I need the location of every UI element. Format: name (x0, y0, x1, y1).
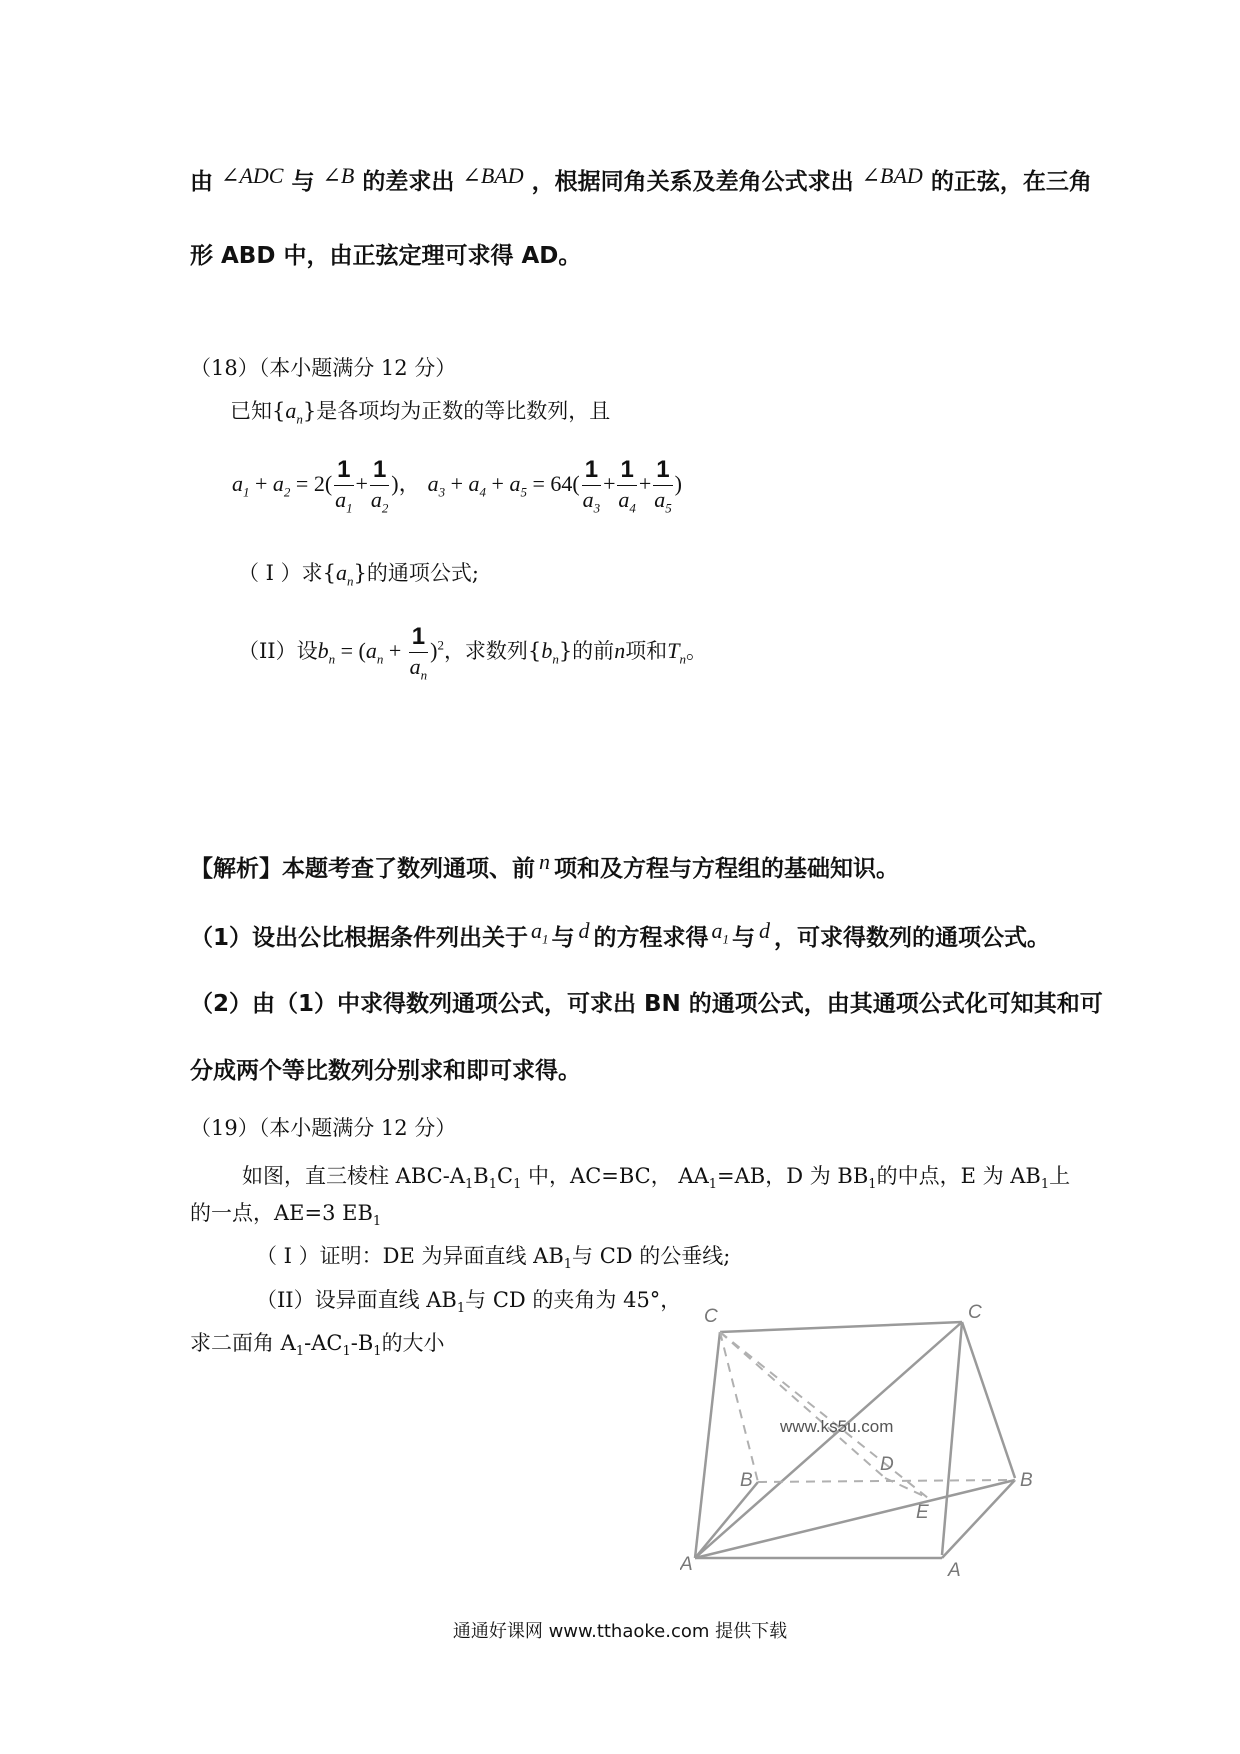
q19-part1: （ I ）证明：DE 为异面直线 $AB_1$与 CD 的公垂线; (256, 1244, 731, 1273)
text: 项和及方程与方程组的基础知识。 (554, 856, 899, 882)
fraction: $\frac{1}{a_3}$ (582, 456, 601, 516)
text: 与 (551, 925, 575, 951)
math-angle-bad: ∠BAD (861, 163, 923, 188)
math-d: d (578, 918, 590, 943)
edge-c-b1 (962, 1322, 1015, 1478)
math-var: $T_n$ (667, 637, 686, 667)
math-a1: $a_1$ (531, 918, 549, 947)
label-e: E (916, 1502, 929, 1523)
edge-c1-c (720, 1322, 962, 1332)
page-footer: 通通好课网 www.tthaoke.com 提供下载 (452, 1621, 788, 1642)
analysis18-line1 (190, 850, 899, 883)
q19-line1: 如图，直三棱柱 ABC-$A_1B_1C_1$ 中，AC=BC， $AA_1=AB$，D 为 $BB_1$的中点，E 为 $AB_1$上 (242, 1164, 1071, 1193)
q18-part1 (238, 557, 479, 589)
math-n: n (614, 637, 626, 663)
text: （ I ）求{ (238, 561, 337, 585)
label-c1: C (704, 1306, 718, 1327)
math-angle-bad: ∠BAD (462, 163, 524, 188)
fraction: $\frac{1}{a_2}$ (370, 456, 389, 516)
edge-b-b1 (758, 1480, 1015, 1482)
edge-c1-b (720, 1332, 758, 1482)
text: ，求数列{ (443, 638, 542, 663)
q18-formula: $a_1 + a_2 = 2$( $\frac{1}{a_1}$ + $\frac{1}{a_2}$ )， $a_3 + a_4 + a_5 = 64$( $\frac{1}{a_3}$ + $\frac{1}{a_4}$ + $\frac{1}{a_5}$ ) (232, 456, 682, 516)
edge-c1-d (720, 1332, 885, 1478)
edge-c1-a (695, 1332, 720, 1558)
text: }是各项均为正数的等比数列，且 (302, 399, 611, 423)
text: 【解析】本题考查了数列通项、前 (190, 856, 535, 882)
analysis17-line2: 形 ABD 中，由正弦定理可求得 AD。 (190, 243, 582, 269)
math-n: n (539, 849, 550, 874)
label-b1: B (1020, 1470, 1033, 1491)
text: 项和 (625, 638, 668, 663)
text: 的差求出 (362, 169, 455, 195)
text: ，可求得数列的通项公式。 (774, 925, 1051, 951)
edge-a-b (695, 1482, 758, 1558)
text: 由 (190, 169, 213, 195)
text: 的方程求得 (593, 925, 709, 951)
label-b: B (740, 1470, 753, 1491)
edge-c-a1 (942, 1322, 962, 1555)
math-b-n: $b_n = (a_n$ + $\frac{1}{a_n}$ )$^2$ (317, 623, 444, 683)
q18-header: （18）（本小题满分 12 分） (190, 356, 457, 380)
analysis17-line1 (190, 163, 1092, 196)
text: ，根据同角关系及差角公式求出 (531, 169, 854, 195)
math-a1: $a_1$ (711, 918, 730, 947)
math-angle-adc: ∠ADC (221, 163, 284, 188)
math-var: $b_n$ (541, 637, 559, 667)
label-a: A (680, 1554, 693, 1575)
text: 与 (291, 169, 315, 195)
q18-part2 (238, 622, 707, 684)
edge-a-b1 (695, 1480, 1015, 1558)
q19-header: （19）（本小题满分 12 分） (190, 1116, 457, 1140)
text: 的正弦，在三角 (930, 169, 1092, 195)
text: 。 (685, 638, 707, 663)
analysis18-line3: （2）由（1）中求得数列通项公式，可求出 BN 的通项公式，由其通项公式化可知其和可 (190, 991, 1103, 1017)
text: 与 (732, 925, 756, 951)
edge-a1-b1 (942, 1480, 1015, 1558)
fraction: $\frac{1}{a_4}$ (618, 456, 636, 516)
label-d: D (880, 1454, 894, 1475)
text: （II）设 (238, 638, 318, 663)
q19-line2: 的一点，AE=3 $EB_1$ (190, 1201, 382, 1230)
math-angle-b: ∠B (322, 163, 355, 188)
fraction: $\frac{1}{a_5}$ (654, 456, 672, 516)
analysis18-line4: 分成两个等比数列分别求和即可求得。 (190, 1058, 581, 1084)
label-a1: A (948, 1560, 961, 1581)
analysis18-line2 (190, 919, 1050, 954)
text: （1）设出公比根据条件列出关于 (190, 925, 529, 951)
fraction: $\frac{1}{a_n}$ (409, 623, 428, 683)
q18-intro (230, 395, 610, 427)
fraction: $\frac{1}{a_1}$ (335, 456, 353, 516)
math-d: d (759, 918, 771, 943)
math-var: $a_n$ (336, 560, 354, 589)
text: }的通项公式; (353, 561, 479, 585)
prism-figure (680, 1300, 1050, 1590)
q19-part2: （II）设异面直线 $AB_1$与 CD 的夹角为 45°， (256, 1288, 682, 1317)
figure-watermark: www.ks5u.com (780, 1417, 894, 1436)
text: }的前 (558, 638, 615, 663)
label-c: C (968, 1302, 982, 1323)
text: 已知{ (230, 399, 286, 423)
math-var: $a_n$ (285, 398, 303, 427)
q19-part3: 求二面角 $A_1-AC_1-B_1$的大小 (190, 1331, 445, 1360)
